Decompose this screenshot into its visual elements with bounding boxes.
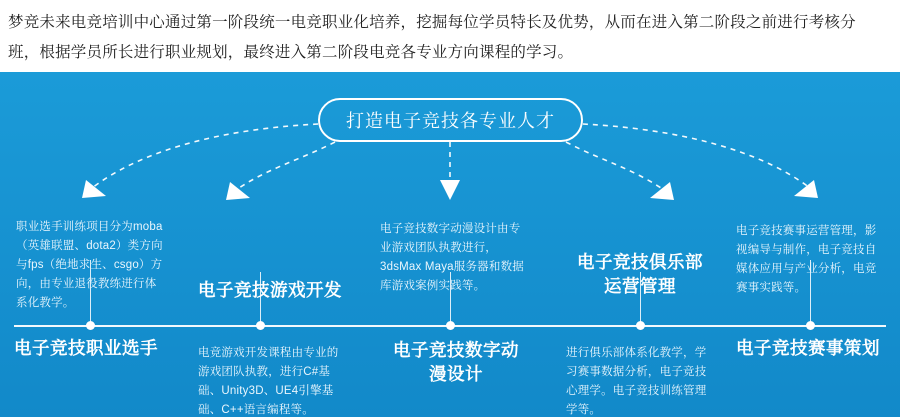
branch-heading-game-dev: 电子竞技游戏开发 [198, 280, 342, 300]
branch-heading-event-planning: 电子竞技赛事策划 [736, 338, 880, 358]
branch-body-event-planning: 电子竞技赛事运营管理，影视编导与制作，电子竞技自媒体应用与产业分析，电竞赛事实践等。 [736, 225, 877, 294]
node-dot-club-operation [636, 321, 645, 330]
branch-heading-club-operation: 电子竞技俱乐部运营管理 [577, 252, 703, 296]
center-label: 打造电子竞技各专业人才 [318, 98, 583, 142]
branch-heading-pro-player: 电子竞技职业选手 [14, 338, 158, 358]
node-dot-pro-player [86, 321, 95, 330]
node-dot-digital-animation [446, 321, 455, 330]
branch-body-pro-player: 职业选手训练项目分为moba（英雄联盟、dota2）类方向与fps（绝地求生、csgo）方向，由专业退役教练进行体系化教学。 [16, 221, 163, 309]
intro-paragraph: 梦竞未来电竞培训中心通过第一阶段统一电竞职业化培养，挖掘每位学员特长及优势，从而在进入第二阶段之前进行考核分班，根据学员所长进行职业规划，最终进入第二阶段电竞各专业方向课程的学习。 [8, 14, 856, 61]
diagram-panel [0, 72, 900, 417]
branch-body-digital-animation: 电子竞技数字动漫设计由专业游戏团队执教进行，3dsMax Maya服务器和数据库游戏案例实践等。 [380, 223, 524, 292]
node-dot-event-planning [806, 321, 815, 330]
node-dot-game-dev [256, 321, 265, 330]
branch-body-game-dev: 电竞游戏开发课程由专业的游戏团队执教，进行C#基础、Unity3D、UE4引擎基础、C++语言编程等。 [198, 347, 339, 416]
branch-heading-digital-animation: 电子竞技数字动漫设计 [393, 340, 519, 384]
branch-body-club-operation: 进行俱乐部体系化教学，学习赛事数据分析，电子竞技心理学。电子竞技训练管理学等。 [566, 347, 707, 416]
